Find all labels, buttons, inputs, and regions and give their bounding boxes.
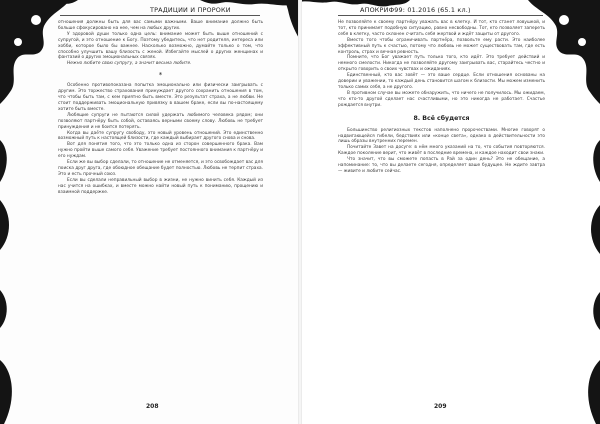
paragraph: Большинство религиозных текстов наполнено пророчествами. Многие говорят о надвигающейся гибели, бедствиях или «конце света», однако в действительности это лишь образы внутренних перемен. (338, 127, 545, 145)
paragraph: Не позволяйте к своему партнёру уважать вас в клетку. И тот, кто станет ловушкой, и тот, кто принимает подобную ситуацию, равно несвободны. Тот, кто позволяет запереть себя в клетку, часто склонен считать себя жертвой и ждёт защиты от другого. (338, 20, 545, 37)
paragraph-italic: Нежно любите свою супругу, а значит весьма любите. (67, 61, 192, 67)
page-number: 208 (146, 403, 159, 410)
left-text-body (58, 20, 263, 195)
paragraph: Что значит, что вы сможете попасть в Рай за один день? Это не обещание, а напоминание: то, что вы делаете сегодня, определяет ваше будущее. Не ждите завтра — живите и любите сейчас. (338, 157, 545, 174)
section-title: 8. Всё сбудется (413, 114, 470, 122)
paragraph: Вот для понятия того, что это только одна из сторон совершенного брака. Вам нужно пройти выше самого себя. Уважение требует постоянного внимания к партнёру и его нуждам. (58, 142, 263, 160)
section-separator: * (158, 71, 163, 80)
paragraph: Помните, что Бог уважает путь только того, кто идёт. Это требует действий и немного смелости. Никогда не позволяйте другому заигрывать вас, старайтесь честно и открыто говорить о своих чувствах и ожиданиях. (338, 55, 545, 73)
paragraph: Особенно противопоказана попытка эмоционально или физически заигрывать с другим. Это торжество страхования принуждает другого сохранить отношения в том, что чтобы быть там, с кем приятно быть вместе. Это результат страха, а не любви. Не стоит поддерживать эмоциональную привязку в вашем браке, если вы по-настоящему хотите быть вместе. (58, 83, 263, 112)
running-header: ТРАДИЦИИ И ПРОРОКИ (150, 6, 231, 14)
paragraph: Единственный, кто вас зовёт — это ваше сердце. Если отношения основаны на доверии и уважении, то каждый день становится шагом к близости. Мы можем изменить только самих себя, а не другого. (338, 73, 545, 90)
header-rule (60, 15, 260, 16)
paragraph: Если вы сделали неправильный выбор в жизни, не нужно винить себя. Каждый из нас учится на ошибках, и вместе можно найти новый путь к пониманию, прощению и взаимной поддержке. (58, 177, 263, 195)
paragraph: У здоровой души только одна цель: внимание может быть выше отношений с супругой, и это отношение к Богу. Поэтому убедитесь, что нет родителя, интереса или хобби, которое было бы важнее. Насколько возможно, думайте только о том, что способно улучшить вашу близость с женой. Избегайте мыслей о других женщинах и фантазий о других эмоциональных связях. (58, 31, 263, 61)
right-page (300, 0, 600, 424)
paragraph: отношения должны быть для вас самыми важными. Ваше внимание должно быть больше сфокусировано на нее, чем на любых других. (58, 20, 263, 31)
paragraph: Любящие супруги не пытаются силой удержать любимого человека рядом; они позволяют партнёру быть собой, оставаясь верными своему слову. Любовь не требует принуждения и не боится потерять. (58, 112, 263, 130)
right-text-body (338, 20, 545, 175)
paragraph: Вместо того чтобы ограничивать партнёра, позвольте ему расти. Это наиболее эффективный путь к счастью, потому что любовь не может существовать там, где есть контроль, страх и вечная ревность. (338, 37, 545, 55)
paragraph: В противном случае вы можете обнаружить, что ничего не получилось. Мы ожидаем, что кто-то другой сделает нас счастливыми, но это никогда не работает. Счастье рождается внутри. (338, 90, 545, 108)
paragraph: Когда вы даёте супругу свободу, это новый уровень отношений. Это единственно возможный путь к настоящей близости, где каждый выбирает другого снова и снова. (58, 130, 263, 142)
header-rule (338, 15, 543, 16)
paragraph: Если же вы выбор сделали, то отношение не отменяется, и это освобождает вас для поиска друг друга, где обоюдное обещание будет полностью. Любовь не терпит страха. Это и есть прочный союз. (58, 160, 263, 177)
page-number: 209 (434, 403, 447, 410)
running-header: АПОКРИФ99: 01.2016 (65.1 кл.) (360, 6, 471, 14)
paragraph: Почитайте Завет на досуге: в нём много указаний на то, что события повторяются. Каждое поколение верит, что живёт в последние времена, и каждое находит свои знаки. (338, 145, 545, 157)
book-gutter (298, 0, 302, 424)
